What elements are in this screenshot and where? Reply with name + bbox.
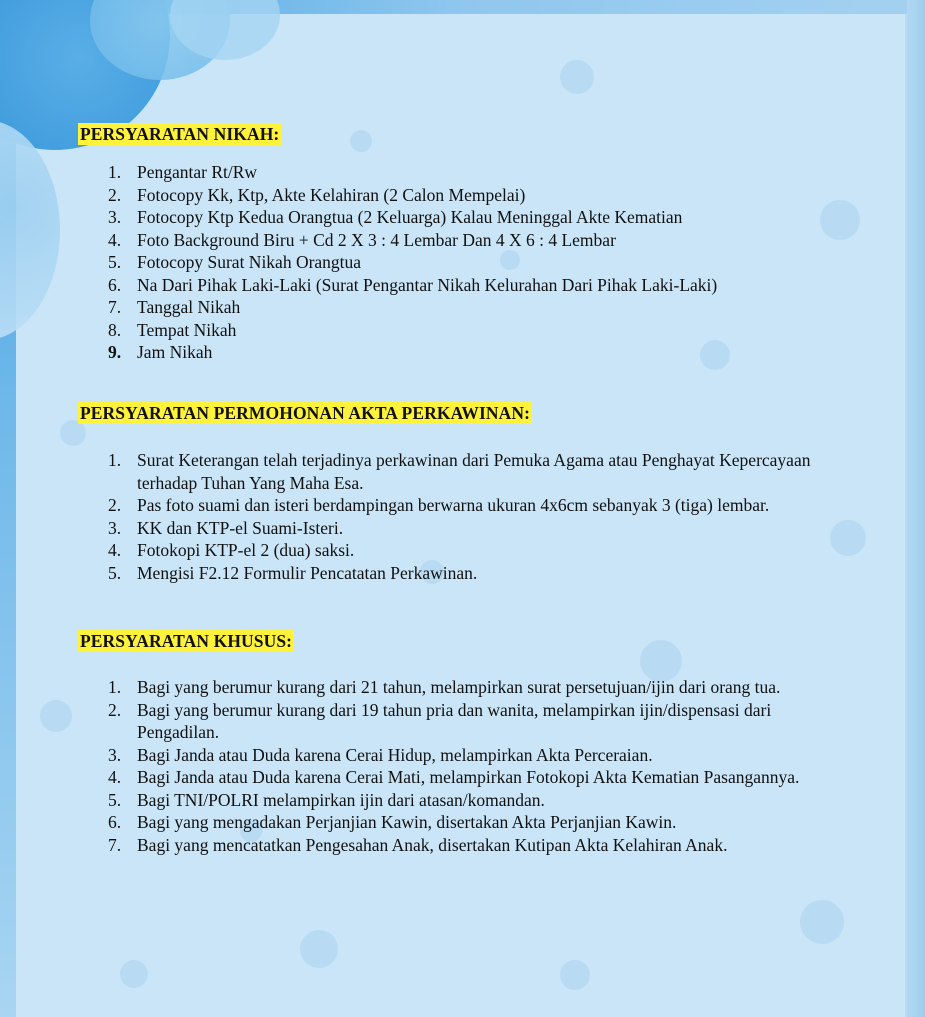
list-item bbox=[0, 811, 837, 834]
item-number: 4. bbox=[108, 229, 122, 250]
list-item bbox=[0, 676, 837, 699]
item-text: Foto Background Biru + Cd 2 X 3 : 4 Lembar Dan 4 X 6 : 4 Lembar bbox=[137, 229, 616, 250]
item-number: 6. bbox=[108, 274, 122, 295]
item-number: 1. bbox=[108, 677, 122, 697]
list-item bbox=[0, 296, 837, 319]
item-text: Pas foto suami dan isteri berdampingan berwarna ukuran 4x6cm sebanyak 3 (tiga) lembar. bbox=[137, 495, 770, 515]
item-text: Fotokopi KTP-el 2 (dua) saksi. bbox=[137, 540, 355, 560]
list-item bbox=[0, 699, 837, 744]
section-heading-khusus: PERSYARATAN KHUSUS: bbox=[80, 631, 293, 651]
list-item bbox=[0, 341, 837, 364]
list-item bbox=[0, 229, 837, 252]
item-number: 2. bbox=[108, 699, 122, 720]
list-item bbox=[0, 319, 837, 342]
item-text: Bagi TNI/POLRI melampirkan ijin dari atasan/komandan. bbox=[137, 789, 545, 810]
item-number: 5. bbox=[108, 562, 122, 583]
list-item bbox=[0, 789, 837, 812]
list-item bbox=[0, 517, 837, 540]
item-number: 8. bbox=[108, 319, 122, 340]
item-number: 2. bbox=[108, 495, 122, 515]
list-item bbox=[0, 494, 837, 517]
item-text: Bagi Janda atau Duda karena Cerai Mati, melampirkan Fotokopi Akta Kematian Pasangannya. bbox=[137, 767, 800, 787]
section-heading-akta-perkawinan: PERSYARATAN PERMOHONAN AKTA PERKAWINAN: bbox=[80, 403, 531, 423]
item-text: Tanggal Nikah bbox=[137, 297, 241, 317]
list-khusus bbox=[0, 676, 857, 856]
item-number: 7. bbox=[108, 297, 122, 317]
item-text: Bagi yang berumur kurang dari 19 tahun pria dan wanita, melampirkan ijin/dispensasi dari Pengadilan. bbox=[137, 699, 772, 742]
list-item bbox=[0, 744, 837, 767]
section-heading-nikah: PERSYARATAN NIKAH: bbox=[80, 124, 280, 144]
list-item bbox=[0, 562, 837, 585]
item-text: KK dan KTP-el Suami-Isteri. bbox=[137, 517, 344, 538]
item-text: Pengantar Rt/Rw bbox=[137, 162, 258, 182]
item-number: 1. bbox=[108, 450, 122, 470]
item-text: Tempat Nikah bbox=[137, 319, 237, 340]
item-text: Bagi Janda atau Duda karena Cerai Hidup, melampirkan Akta Perceraian. bbox=[137, 744, 653, 765]
list-akta-perkawinan bbox=[0, 449, 837, 584]
item-text: Fotocopy Surat Nikah Orangtua bbox=[137, 252, 362, 272]
item-text: Bagi yang berumur kurang dari 21 tahun, melampirkan surat persetujuan/ijin dari orang tua. bbox=[137, 677, 781, 697]
item-text: Jam Nikah bbox=[137, 342, 213, 362]
item-text: Na Dari Pihak Laki-Laki (Surat Pengantar Nikah Kelurahan Dari Pihak Laki-Laki) bbox=[137, 274, 718, 295]
item-number: 5. bbox=[108, 789, 122, 810]
list-item bbox=[0, 184, 837, 207]
item-number: 5. bbox=[108, 252, 122, 272]
list-item bbox=[0, 766, 837, 789]
item-number: 1. bbox=[108, 162, 122, 182]
list-item bbox=[0, 539, 837, 562]
list-item bbox=[0, 834, 857, 857]
list-item bbox=[0, 449, 837, 494]
list-item bbox=[0, 206, 857, 229]
item-number: 3. bbox=[108, 517, 122, 538]
item-text: Surat Keterangan telah terjadinya perkawinan dari Pemuka Agama atau Penghayat Kepercayaan terhadap Tuhan Yang Maha Esa. bbox=[137, 450, 811, 493]
item-number: 9. bbox=[108, 342, 122, 362]
item-text: Fotocopy Kk, Ktp, Akte Kelahiran (2 Calon Mempelai) bbox=[137, 184, 526, 205]
item-text: Fotocopy Ktp Kedua Orangtua (2 Keluarga) Kalau Meninggal Akte Kematian bbox=[137, 207, 683, 227]
list-item bbox=[0, 251, 837, 274]
item-number: 3. bbox=[108, 744, 122, 765]
item-number: 6. bbox=[108, 812, 122, 832]
list-item bbox=[0, 274, 877, 297]
item-number: 7. bbox=[108, 834, 122, 855]
item-text: Bagi yang mengadakan Perjanjian Kawin, disertakan Akta Perjanjian Kawin. bbox=[137, 812, 677, 832]
item-text: Bagi yang mencatatkan Pengesahan Anak, disertakan Kutipan Akta Kelahiran Anak. bbox=[137, 834, 728, 855]
list-nikah bbox=[0, 161, 877, 364]
list-item bbox=[0, 161, 837, 184]
item-text: Mengisi F2.12 Formulir Pencatatan Perkawinan. bbox=[137, 562, 478, 583]
item-number: 3. bbox=[108, 207, 122, 227]
item-number: 4. bbox=[108, 540, 122, 560]
item-number: 2. bbox=[108, 184, 122, 205]
item-number: 4. bbox=[108, 767, 122, 787]
